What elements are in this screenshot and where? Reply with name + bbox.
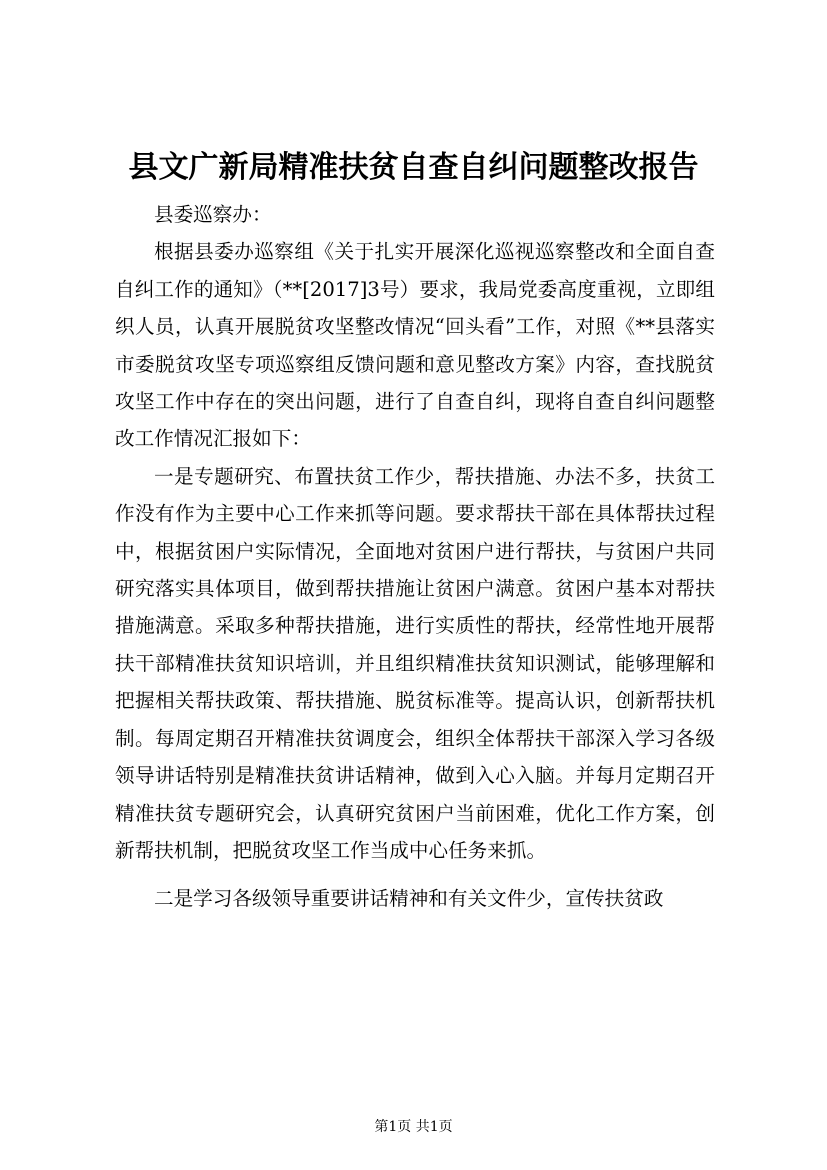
document-body bbox=[115, 196, 715, 918]
paragraph-intro: 根据县委办巡察组《关于扎实开展深化巡视巡察整改和全面自查自纠工作的通知》（**[2017]3号）要求，我局党委高度重视，立即组织人员，认真开展脱贫攻坚整改情况“回头看”工作，对照《**县落实市委脱贫攻坚专项巡察组反馈问题和意见整改方案》内容，查找脱贫攻坚工作中存在的突出问题，进行了自查自纠，现将自查自纠问题整改工作情况汇报如下： bbox=[115, 240, 715, 451]
document-title: 县文广新局精准扶贫自查自纠问题整改报告 bbox=[128, 150, 699, 185]
salutation: 县委巡察办： bbox=[154, 203, 272, 226]
page-number-footer: 第1页 共1页 bbox=[374, 1119, 453, 1135]
paragraph-gap bbox=[115, 869, 715, 880]
paragraph-item-two: 二是学习各级领导重要讲话精神和有关文件少，宣传扶贫政 bbox=[154, 887, 664, 911]
paragraph-item-one: 一是专题研究、布置扶贫工作少，帮扶措施、办法不多，扶贫工作没有作为主要中心工作来抓等问题。要求帮扶干部在具体帮扶过程中，根据贫困户实际情况，全面地对贫困户进行帮扶，与贫困户共同研究落实具体项目，做到帮扶措施让贫困户满意。贫困户基本对帮扶措施满意。采取多种帮扶措施，进行实质性的帮扶，经常性地开展帮扶干部精准扶贫知识培训，并且组织精准扶贫知识测试，能够理解和把握相关帮扶政策、帮扶措施、脱贫标准等。提高认识，创新帮扶机制。每周定期召开精准扶贫调度会，组织全体帮扶干部深入学习各级领导讲话特别是精准扶贫讲话精神，做到入心入脑。并每月定期召开精准扶贫专题研究会，认真研究贫困户当前困难，优化工作方案，创新帮扶机制，把脱贫攻坚工作当成中心任务来抓。 bbox=[115, 464, 715, 862]
